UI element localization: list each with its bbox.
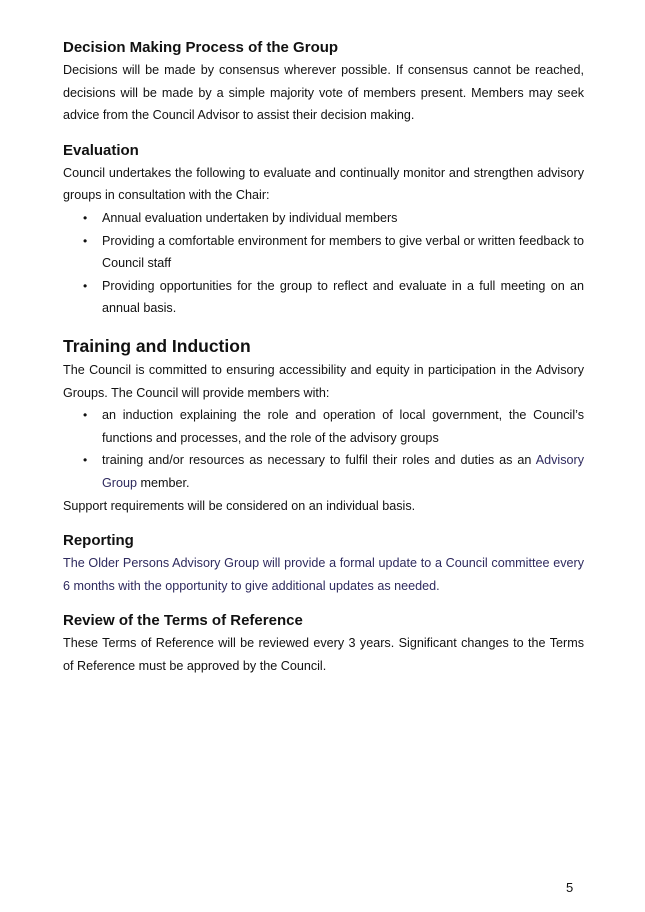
paragraph: Council undertakes the following to evaluate and continually monitor and strengthen advisory groups in consultation with the Chair: [63, 165, 584, 203]
section-review [63, 611, 584, 677]
list-item: • Providing a comfortable environment for members to give verbal or written feedback to Council staff [63, 230, 584, 275]
advisory-group-term: Advisory Group [102, 453, 584, 490]
section-evaluation [63, 141, 584, 320]
section-heading: Decision Making Process of the Group [63, 39, 339, 56]
section-heading: Reporting [63, 532, 134, 550]
list-item: • an induction explaining the role and operation of local government, the Council’s functions and processes, and the role of the advisory groups [63, 404, 584, 449]
list-item-text: training and/or resources as necessary to fulfil their roles and duties as an [102, 453, 536, 468]
section-training [63, 334, 584, 517]
section-heading-large: Training and Induction [63, 335, 251, 356]
section-heading: Review of the Terms of Reference [63, 612, 303, 630]
paragraph: Decisions will be made by consensus wherever possible. If consensus cannot be reached, decisions will be made by a simple majority vote of members present. Members may seek advice from the Council Advisor to assist their decision making. [63, 63, 584, 123]
section-heading: Evaluation [63, 141, 139, 159]
list-item: • Annual evaluation undertaken by individual members [63, 207, 584, 230]
list-item: • Providing opportunities for the group to reflect and evaluate in a full meeting on an annual basis. [63, 275, 584, 320]
paragraph: The Older Persons Advisory Group will provide a formal update to a Council committee every 6 months with the opportunity to give additional updates as needed. [63, 556, 584, 593]
paragraph: These Terms of Reference will be reviewed every 3 years. Significant changes to the Terms of Reference must be approved by the Council. [63, 636, 584, 673]
section-reporting [63, 531, 584, 597]
list-item [63, 449, 584, 494]
paragraph: Support requirements will be considered on an individual basis. [63, 498, 416, 513]
document-page [63, 38, 584, 691]
bullet-list [63, 404, 584, 494]
section-decision-making [63, 38, 584, 127]
bullet-list [63, 207, 584, 320]
paragraph: The Council is committed to ensuring accessibility and equity in participation in the Advisory Groups. The Council will provide members with: [63, 362, 584, 400]
page-number: 5 [566, 880, 574, 895]
list-item-text: member. [137, 475, 190, 490]
